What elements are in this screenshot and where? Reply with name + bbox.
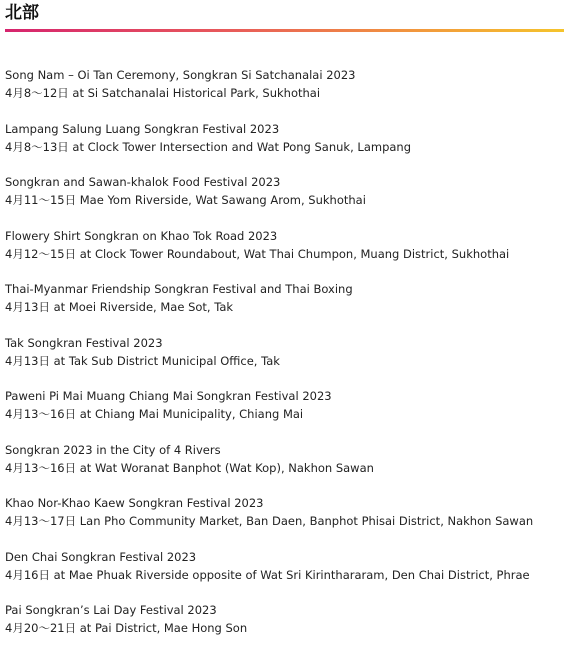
event-name: Pai Songkran’s Lai Day Festival 2023: [5, 603, 217, 617]
event-detail: 4月13日 at Moei Riverside, Mae Sot, Tak: [5, 300, 234, 314]
event-name: Songkran and Sawan-khalok Food Festival 2023: [5, 175, 281, 189]
event-name: Den Chai Songkran Festival 2023: [5, 549, 197, 564]
list-item: [5, 387, 564, 441]
section-title: 北部: [5, 3, 39, 23]
list-item: [5, 441, 564, 495]
event-detail: 4月13～16日 at Chiang Mai Municipality, Chiang Mai: [5, 407, 304, 421]
event-detail: 4月12～15日 at Clock Tower Roundabout, Wat Thai Chumpon, Muang District, Sukhothai: [5, 246, 510, 261]
list-item: [5, 494, 564, 548]
event-name: Khao Nor-Khao Kaew Songkran Festival 2023: [5, 496, 264, 510]
event-name: Songkran 2023 in the City of 4 Rivers: [5, 442, 221, 457]
list-item: [5, 334, 564, 388]
event-name: Thai-Myanmar Friendship Songkran Festival and Thai Boxing: [5, 282, 353, 296]
event-detail: 4月13日 at Tak Sub District Municipal Office, Tak: [5, 353, 280, 368]
event-detail: 4月8～13日 at Clock Tower Intersection and Wat Pong Sanuk, Lampang: [5, 139, 411, 154]
event-name: Paweni Pi Mai Muang Chiang Mai Songkran Festival 2023: [5, 389, 332, 403]
event-name: Lampang Salung Luang Songkran Festival 2023: [5, 121, 280, 136]
list-item: [5, 173, 564, 227]
list-item: [5, 120, 564, 174]
list-item: [5, 601, 564, 655]
event-detail: 4月20～21日 at Pai District, Mae Hong Son: [5, 621, 248, 635]
event-detail: 4月13～16日 at Wat Woranat Banphot (Wat Kop), Nakhon Sawan: [5, 460, 374, 475]
event-detail: 4月11～15日 Mae Yom Riverside, Wat Sawang Arom, Sukhothai: [5, 193, 366, 207]
event-name: Flowery Shirt Songkran on Khao Tok Road 2023: [5, 228, 278, 243]
event-detail: 4月13～17日 Lan Pho Community Market, Ban Daen, Banphot Phisai District, Nakhon Sawan: [5, 514, 534, 528]
list-item: [5, 227, 564, 281]
list-item: [5, 66, 564, 120]
title-underline: [5, 29, 564, 32]
event-list: [5, 66, 564, 655]
event-name: Song Nam – Oi Tan Ceremony, Songkran Si Satchanalai 2023: [5, 68, 356, 82]
list-item: [5, 548, 564, 602]
event-detail: 4月16日 at Mae Phuak Riverside opposite of Wat Sri Kirinthararam, Den Chai District, Phrae: [5, 567, 530, 582]
event-name: Tak Songkran Festival 2023: [5, 335, 163, 350]
list-item: [5, 280, 564, 334]
event-detail: 4月8～12日 at Si Satchanalai Historical Park, Sukhothai: [5, 86, 321, 100]
